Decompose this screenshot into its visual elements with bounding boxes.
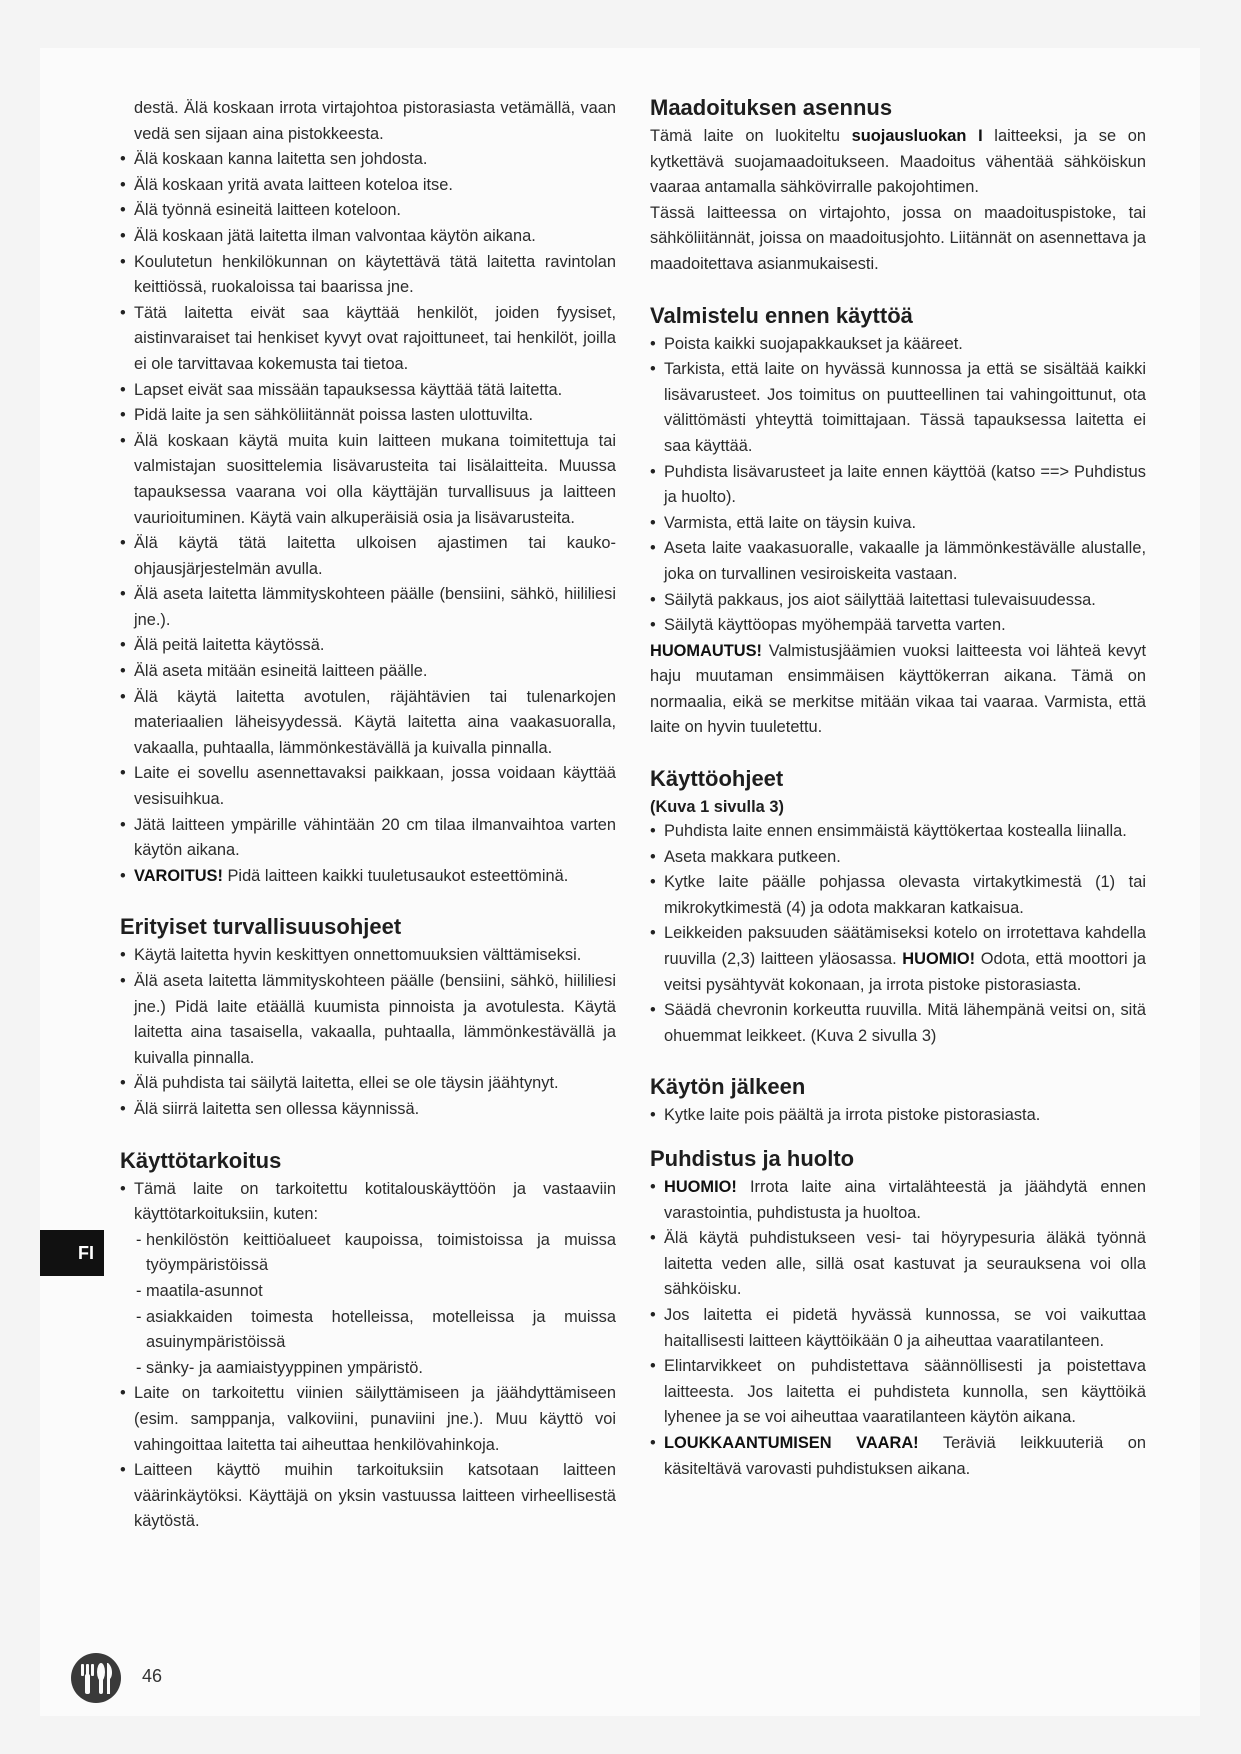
- sub-list-item: - sänky- ja aamiaistyyppinen ympäristö.: [120, 1356, 616, 1382]
- list-item: • Lapset eivät saa missään tapauksessa käyttää tätä laitetta.: [120, 378, 616, 404]
- list-item: • Tämä laite on tarkoitettu kotitalouskäyttöön ja vastaaviin käyttötarkoituksiin, kuten:: [120, 1177, 616, 1228]
- list-item: • Pidä laite ja sen sähköliitännät poissa lasten ulottuvilta.: [120, 403, 616, 429]
- list-item: • Laite on tarkoitettu viinien säilyttämiseen ja jäähdyttämiseen (esim. samppanja, valkoviini, punaviini jne.). Muu käyttö voi vahingoittaa laitetta tai aiheuttaa henkilövahinkoja.: [120, 1381, 616, 1458]
- list-item: • Älä koskaan jätä laitetta ilman valvontaa käytön aikana.: [120, 224, 616, 250]
- list-item: [650, 1431, 1146, 1482]
- preparation-list: [650, 332, 1146, 639]
- list-item: • Aseta makkara putkeen.: [650, 845, 1146, 871]
- sub-list-item: - asiakkaiden toimesta hotelleissa, motelleissa ja muissa asuinympäristöissä: [120, 1305, 616, 1356]
- list-item: • Kytke laite päälle pohjassa olevasta virtakytkimestä (1) tai mikrokytkimestä (4) ja odota makkaran katkaisua.: [650, 870, 1146, 921]
- note-label: HUOMAUTUS!: [650, 641, 762, 660]
- section-title-after-use: Käytön jälkeen: [650, 1074, 806, 1100]
- list-item: • Säilytä käyttöopas myöhempää tarvetta varten.: [650, 613, 1146, 639]
- list-item: [650, 1175, 1146, 1226]
- grounding-paragraph-2: Tässä laitteessa on virtajohto, jossa on maadoituspistoke, tai sähköliitännät, joissa on maadoitusjohto. Liitännät on asennettava ja maadoitettava asianmukaisesti.: [650, 203, 1146, 273]
- purpose-list: [120, 1177, 616, 1228]
- list-item: • Älä peitä laitetta käytössä.: [120, 633, 616, 659]
- list-item: • Älä käytä laitetta avotulen, räjähtävien tai tulenarkojen materiaalien läheisyydessä. Käytä laitetta aina vaakasuoralla, vakaalla, puhtaalla, lämmönkestävällä ja kuivalla pinnalla.: [120, 685, 616, 762]
- list-item: • Elintarvikkeet on puhdistettava säännöllisesti ja poistettava laitteesta. Jos laitetta ei puhdisteta kunnolla, sen käyttöikä lyhenee ja se voi aiheuttaa vaaratilanteen käytön aikana.: [650, 1354, 1146, 1431]
- list-item: • Älä puhdista tai säilytä laitetta, ellei se ole täysin jäähtynyt.: [120, 1071, 616, 1097]
- list-item: • Laite ei sovellu asennettavaksi paikkaan, jossa voidaan käyttää vesisuihkua.: [120, 761, 616, 812]
- list-item: • Älä koskaan yritä avata laitteen koteloa itse.: [120, 173, 616, 199]
- special-safety-list: [120, 943, 616, 1122]
- purpose-sublist: [120, 1228, 616, 1382]
- section-title-purpose: Käyttötarkoitus: [120, 1147, 282, 1173]
- cutlery-logo-icon: [70, 1652, 122, 1704]
- purpose-list-2: [120, 1381, 616, 1535]
- list-item: • Varmista, että laite on täysin kuiva.: [650, 511, 1146, 537]
- danger-label: LOUKKAANTUMISEN VAARA!: [664, 1433, 919, 1452]
- right-column: [650, 94, 1146, 1482]
- text-span: Tämä laite on luokiteltu: [650, 127, 852, 145]
- warning-text: Pidä laitteen kaikki tuuletusaukot esteettöminä.: [222, 866, 569, 885]
- list-item: [650, 921, 1146, 998]
- left-column: [120, 96, 616, 1535]
- usage-list: [650, 819, 1146, 1049]
- list-item: • Jos laitetta ei pidetä hyvässä kunnossa, se voi vaikuttaa haitallisesti laitteen käyttöikään 0 ja aiheuttaa vaaratilanteen.: [650, 1303, 1146, 1354]
- note-text: Valmistusjäämien vuoksi laitteesta voi lähteä kevyt haju muutaman ensimmäisen käyttökerran aikana. Tämä on normaalia, eikä se merkitse mitään vikaa tai vaaraa. Varmista, että laite on hyvin tuuletettu.: [650, 641, 1146, 737]
- list-item: • Älä käytä puhdistukseen vesi- tai höyrypesuria äläkä työnnä laitetta veden alle, sillä osat kastuvat ja seurauksena voi olla sähköisku.: [650, 1226, 1146, 1303]
- text-span: Irrota laite aina virtalähteestä ja jäähdytä ennen varastointia, puhdistusta ja huoltoa.: [664, 1178, 1146, 1222]
- sub-list-item: - henkilöstön keittiöalueet kaupoissa, toimistoissa ja muissa työympäristöissä: [120, 1228, 616, 1279]
- list-item: • Säilytä pakkaus, jos aiot säilyttää laitettasi tulevaisuudessa.: [650, 588, 1146, 614]
- text-span: Teräviä leikkuuteriä on käsiteltävä varovasti puhdistuksen aikana.: [664, 1433, 1146, 1478]
- list-item: • Älä aseta laitetta lämmityskohteen päälle (bensiini, sähkö, hiililiesi jne.) Pidä laite etäällä kuumista pinnoista ja avotulesta. Käytä laitetta aina tasaisella, vakaalla, puhtaalla, lämmönkestävällä ja kuivalla pinnalla.: [120, 969, 616, 1071]
- section-title-special-safety: Erityiset turvallisuusohjeet: [120, 914, 402, 940]
- language-tab: FI: [40, 1230, 104, 1276]
- usage-subtitle: (Kuva 1 sivulla 3): [650, 798, 784, 817]
- list-item: • Tarkista, että laite on hyvässä kunnossa ja että se sisältää kaikki lisävarusteet. Jos toimitus on puutteellinen tai vahingoittunut, ota välittömästi yhteyttä toimittajaan. Tässä tapauksessa laitetta ei saa käyttää.: [650, 357, 1146, 459]
- list-item: • Älä siirrä laitetta sen ollessa käynnissä.: [120, 1097, 616, 1123]
- section-title-usage: Käyttöohjeet: [650, 766, 784, 792]
- section-title-grounding: Maadoituksen asennus: [650, 95, 893, 120]
- sub-list-item: - maatila-asunnot: [120, 1279, 616, 1305]
- list-item: • Älä työnnä esineitä laitteen koteloon.: [120, 198, 616, 224]
- warning-item: [120, 864, 616, 890]
- list-item: • Älä koskaan kanna laitetta sen johdosta.: [120, 147, 616, 173]
- intro-text: destä. Älä koskaan irrota virtajohtoa pistorasiasta vetämällä, vaan vedä sen sijaan aina pistokkeesta.: [134, 99, 616, 143]
- attention-label: HUOMIO!: [902, 950, 976, 969]
- list-item: • Puhdista laite ennen ensimmäistä käyttökertaa kostealla liinalla.: [650, 819, 1146, 845]
- section-title-cleaning: Puhdistus ja huolto: [650, 1146, 855, 1171]
- list-item: • Älä aseta laitetta lämmityskohteen päälle (bensiini, sähkö, hiililiesi jne.).: [120, 582, 616, 633]
- text-span: Odota, että moottori ja veitsi pysähtyvät kokonaan, ja irrota pistoke pistorasiasta.: [664, 950, 1146, 994]
- list-item: • Säädä chevronin korkeutta ruuvilla. Mitä lähempänä veitsi on, sitä ohuemmat leikkeet. (Kuva 2 sivulla 3): [650, 998, 1146, 1049]
- page-number: 46: [142, 1666, 163, 1686]
- after-use-list: [650, 1103, 1146, 1129]
- list-item: • Jätä laitteen ympärille vähintään 20 cm tilaa ilmanvaihtoa varten käytön aikana.: [120, 813, 616, 864]
- safety-list: [120, 147, 616, 889]
- warning-label: VAROITUS!: [134, 866, 223, 885]
- preparation-note: [650, 639, 1146, 741]
- list-item: • Tätä laitetta eivät saa käyttää henkilöt, joiden fyysiset, aistinvaraiset tai henkiset kyvyt ovat rajoittuneet, tai henkilöt, joilla ei ole tarvittavaa kokemusta tai tietoa.: [120, 301, 616, 378]
- cleaning-list: [650, 1175, 1146, 1482]
- text-span: laitteeksi, ja se on kytkettävä suojamaadoitukseen. Maadoitus vähentää sähköiskun vaaraa antamalla sähkövirralle pakojohtimen.: [650, 127, 1146, 197]
- list-item: • Puhdista lisävarusteet ja laite ennen käyttöä (katso ==> Puhdistus ja huolto).: [650, 460, 1146, 511]
- text-span: Leikkeiden paksuuden säätämiseksi kotelo on irrotettava kahdella ruuvilla (2,3) laitteen yläosassa.: [664, 924, 1146, 969]
- list-item: • Käytä laitetta hyvin keskittyen onnettomuuksien välttämiseksi.: [120, 943, 616, 969]
- list-item: • Koulutetun henkilökunnan on käytettävä tätä laitetta ravintolan keittiössä, ruokaloissa tai baarissa jne.: [120, 250, 616, 301]
- list-item: • Aseta laite vaakasuoralle, vakaalle ja lämmönkestävälle alustalle, joka on turvallinen vesiroiskeita vastaan.: [650, 536, 1146, 587]
- attention-label: HUOMIO!: [664, 1178, 737, 1196]
- protection-class: suojausluokan I: [851, 127, 983, 145]
- list-item: • Kytke laite pois päältä ja irrota pistoke pistorasiasta.: [650, 1103, 1146, 1129]
- grounding-paragraph-1: [650, 124, 1146, 201]
- list-item: • Älä käytä tätä laitetta ulkoisen ajastimen tai kauko-ohjausjärjestelmän avulla.: [120, 531, 616, 582]
- list-item: • Älä aseta mitään esineitä laitteen päälle.: [120, 659, 616, 685]
- list-item: • Laitteen käyttö muihin tarkoituksiin katsotaan laitteen väärinkäytöksi. Käyttäjä on yksin vastuussa laitteen virheellisestä käytöstä.: [120, 1458, 616, 1535]
- list-item: • Poista kaikki suojapakkaukset ja kääreet.: [650, 332, 1146, 358]
- section-title-preparation: Valmistelu ennen käyttöä: [650, 302, 913, 328]
- list-item: • Älä koskaan käytä muita kuin laitteen mukana toimitettuja tai valmistajan suosittelemia lisävarusteita tai lisälaitteita. Muussa tapauksessa vaarana voi olla käyttäjän turvallisuus ja laitteen vaurioituminen. Käytä vain alkuperäisiä osia ja lisävarusteita.: [120, 429, 616, 531]
